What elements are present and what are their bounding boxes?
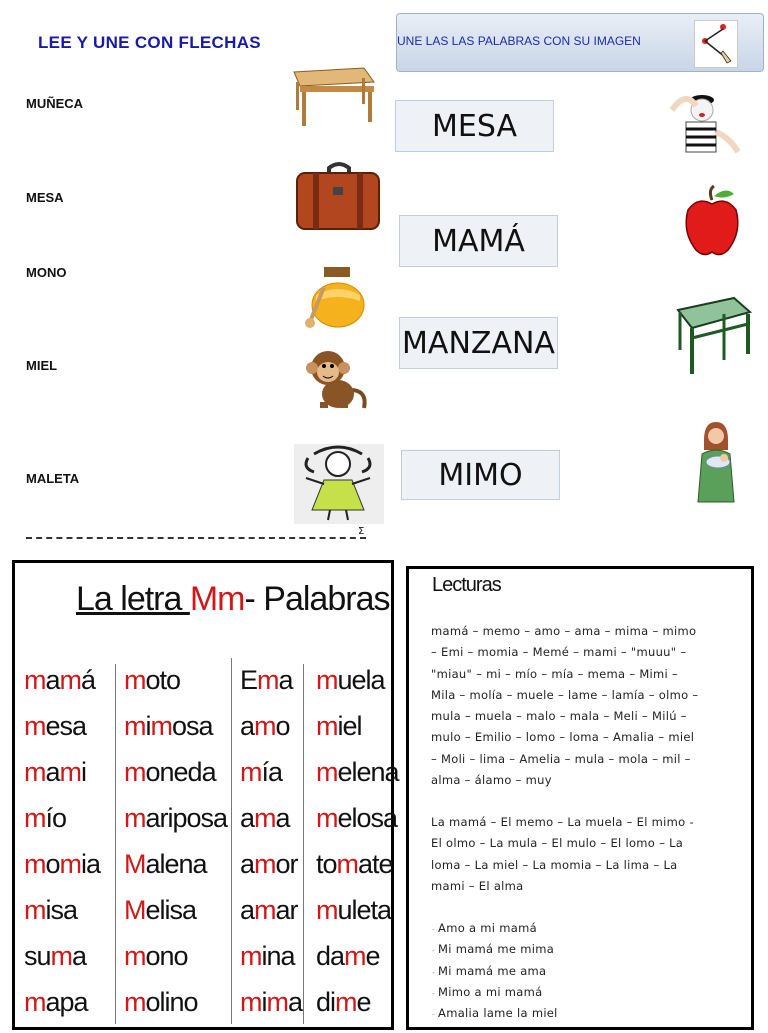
lectura-line: alma – álamo – muy [431,773,552,788]
lectura-sentence: - Mimo a mi mamá [432,985,543,999]
palabra-segment: elosa [337,803,398,833]
palabra-segment: m [59,849,82,879]
lecturas-words [431,621,741,791]
palabra-word [316,757,399,803]
monkey-icon [302,348,372,410]
palabra-segment: m [335,987,357,1017]
palabra-segment: m [124,711,146,741]
palabra-segment: oneda [145,757,216,787]
wordbox-mesa: MESA [395,100,554,152]
lectura-sentence: - Amo a mi mamá [432,921,537,935]
lectura-line: – Moli – lima – Amelia – mula – mola – mil – [431,751,691,766]
palabra-segment: apa [45,987,88,1017]
wordbox-mimo: MIMO [401,450,560,500]
word-mono: MONO [26,265,67,280]
word-maleta: MALETA [26,471,80,486]
palabra-segment: da [316,941,345,971]
palabra-segment: a [72,941,87,971]
palabra-segment: a [240,895,255,925]
palabra-word [24,757,100,803]
wordbox-mama: MAMÁ [399,215,558,267]
lectura-line: loma – La miel – La momia – La lima – La [431,857,678,872]
palabra-segment: uela [337,665,385,695]
palabra-segment: m [24,849,46,879]
palabra-segment: i [261,987,267,1017]
palabra-segment: m [336,849,359,879]
honey-icon [302,265,368,331]
palabra-segment: m [254,803,276,833]
palabra-segment: ia [81,849,101,879]
palabra-word [316,895,399,941]
palabra-segment: a [240,803,255,833]
palabra-word [24,711,100,757]
palabra-segment: m [24,665,46,695]
word-miel: MIEL [26,358,58,373]
palabra-segment: ío [45,803,67,833]
palabras-title: La letra Mm- Palabras [76,580,390,618]
palabra-segment: m [257,665,279,695]
palabra-segment: m [316,895,338,925]
palabra-segment: or [275,849,298,879]
palabra-segment: elena [337,757,399,787]
lectura-line: mamá – memo – amo – ama – mima – mimo [431,624,697,638]
suitcase-icon [293,157,383,233]
palabra-segment: i [145,711,151,741]
palabra-segment: m [316,757,338,787]
palabra-segment: uleta [337,895,392,925]
word-column-2 [124,665,227,1033]
palabra-word [316,803,399,849]
palabra-segment: m [240,987,262,1017]
doll-icon [294,444,384,524]
palabra-segment: m [124,987,146,1017]
column-divider [115,664,116,1024]
word-column-1 [24,665,100,1033]
lectura-sentence: - Mi mamá me mima [432,942,554,956]
palabra-segment: ono [145,941,188,971]
palabra-word [124,987,227,1033]
palabra-word [24,987,100,1033]
palabra-word [240,941,302,987]
palabra-segment: i [81,757,87,787]
palabra-segment: M [124,895,146,925]
palabra-segment: to [316,849,337,879]
palabra-word [124,711,227,757]
palabra-segment: m [50,941,73,971]
lectura-line: mula – muela – malo – mala – Meli – Milú – [431,709,687,724]
palabra-word [240,757,302,803]
palabra-segment: alena [145,849,207,879]
palabra-word [24,941,100,987]
palabra-segment: esa [45,711,87,741]
palabra-segment: m [124,803,146,833]
palabra-segment: m [316,711,338,741]
lecturas-phrases [431,812,741,897]
lectura-line: El olmo – La mula – El mulo – El lomo – La [431,836,684,851]
palabra-word [24,803,100,849]
palabra-segment: oto [145,665,181,695]
palabra-segment: m [59,665,82,695]
palabra-word [316,941,399,987]
palabra-word [240,665,302,711]
palabra-segment: ate [358,849,393,879]
palabra-segment: m [59,757,82,787]
palabra-segment: M [124,849,146,879]
palabra-segment: m [24,895,46,925]
word-mesa: MESA [26,190,64,205]
palabra-segment: su [24,941,51,971]
word-munieca: MUÑECA [26,96,84,111]
palabra-segment: m [124,757,146,787]
palabra-segment: m [266,987,288,1017]
palabra-segment: m [124,941,146,971]
palabra-word [124,757,227,803]
palabra-word [124,665,227,711]
palabra-word [240,711,302,757]
palabra-segment: olino [145,987,198,1017]
palabra-segment: ariposa [145,803,228,833]
palabra-segment: isa [45,895,78,925]
lectura-line: mulo – Emilio – lomo – loma – Amalia – miel [431,730,695,745]
lectura-line: "miau" – mi – mío – mía – mema – Mimi – [431,666,679,681]
connect-pencil-icon [694,20,738,68]
palabra-segment: m [240,757,262,787]
palabra-segment: elisa [145,895,197,925]
palabra-word [316,987,399,1033]
palabra-segment: e [365,941,380,971]
palabra-word [124,803,227,849]
lectura-line: La mamá – El memo – La muela – El mimo - [431,815,694,829]
palabra-segment: E [240,665,258,695]
palabra-segment: iel [337,711,362,741]
palabra-segment: m [316,803,338,833]
palabra-word [24,849,100,895]
palabra-segment: e [356,987,371,1017]
palabra-word [124,849,227,895]
lecturas-title: Lecturas [432,574,501,596]
palabra-segment: ar [275,895,298,925]
word-column-3 [240,665,302,1033]
palabra-segment: m [240,941,262,971]
palabra-segment: a [45,757,60,787]
lectura-sentence: - Mi mamá me ama [432,964,546,978]
palabra-segment: a [240,849,255,879]
palabra-segment: o [275,711,290,741]
dotted-separator [26,529,366,539]
palabra-word [240,895,302,941]
palabra-segment: m [254,711,276,741]
palabra-segment: ía [261,757,283,787]
palabra-word [124,895,227,941]
palabra-segment: á [81,665,96,695]
palabra-segment: osa [172,711,213,741]
palabra-word [316,665,399,711]
palabra-word [316,711,399,757]
palabra-word [240,803,302,849]
wordbox-manzana: MANZANA [399,317,558,369]
mother-icon [692,420,738,506]
palabra-segment: a [288,987,303,1017]
palabra-segment: a [278,665,293,695]
end-mark: Σ [358,526,365,537]
palabra-segment: m [344,941,366,971]
exercise-title: LEE Y UNE CON FLECHAS [38,33,261,52]
table-icon [286,64,376,130]
palabra-segment: m [316,665,338,695]
palabra-segment: m [24,987,46,1017]
lectura-line: mami – El alma [431,878,524,893]
palabra-segment: a [240,711,255,741]
palabra-segment: a [275,803,290,833]
palabra-segment: o [45,849,60,879]
palabra-word [124,941,227,987]
mime-icon [668,82,742,156]
palabra-word [240,849,302,895]
palabra-word [240,987,302,1033]
apple-icon [684,184,740,258]
palabra-word [24,665,100,711]
palabra-word [316,849,399,895]
palabra-segment: ina [261,941,295,971]
lectura-sentence: - Amalia lame la miel [432,1006,558,1020]
palabra-segment: m [254,849,276,879]
palabra-segment: di [316,987,336,1017]
palabra-segment: m [150,711,172,741]
palabra-word [24,895,100,941]
palabra-segment: m [24,803,46,833]
word-column-4 [316,665,399,1033]
palabra-segment: a [45,665,60,695]
desk-icon [674,294,754,376]
column-divider [303,664,304,1024]
column-divider [231,658,232,1024]
instruction-text: UNE LAS LAS PALABRAS CON SU IMAGEN [397,34,641,48]
lectura-line: – Emi – momia – Memé – mami – "muuu" – [431,645,687,660]
palabra-segment: m [124,665,146,695]
lectura-line: Mila – molía – muele – lame – lamía – olmo – [431,687,699,702]
palabra-segment: m [254,895,276,925]
palabra-segment: m [24,711,46,741]
palabra-segment: m [24,757,46,787]
